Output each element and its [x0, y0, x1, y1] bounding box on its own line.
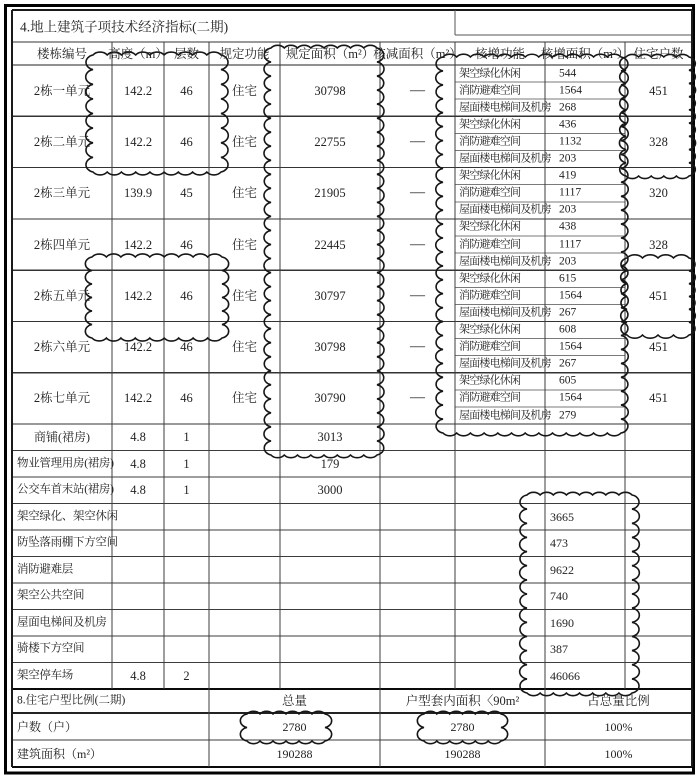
area-value: 30798 — [314, 83, 346, 98]
addition-name: 消防避难空间 — [459, 340, 521, 353]
addition-name: 架空绿化休闲 — [459, 169, 521, 182]
building-name: 2栋三单元 — [33, 186, 91, 200]
deduction-dash: — — [410, 184, 425, 201]
function-value: 住宅 — [231, 186, 258, 200]
households-value: 328 — [649, 237, 668, 252]
addition-value: 438 — [559, 220, 577, 233]
deduction-dash: — — [410, 287, 425, 304]
floors-value: 46 — [180, 83, 193, 98]
row-label: 消防避难层 — [17, 563, 73, 576]
addition-value: 1564 — [559, 83, 582, 96]
column-header: 楼栋编号 — [36, 46, 88, 61]
addition-name: 架空绿化休闲 — [459, 118, 521, 131]
column-header: 住宅户数 — [633, 46, 684, 61]
area-value: 30798 — [314, 339, 346, 354]
addition-value: 1564 — [559, 391, 582, 404]
households-value: 320 — [649, 186, 668, 200]
addition-name: 消防避难空间 — [459, 84, 521, 97]
table-title: 4.地上建筑子项技术经济指标(二期) — [20, 19, 229, 35]
function-value: 住宅 — [231, 237, 258, 252]
added-area-value: 387 — [550, 642, 568, 657]
floors-value: 46 — [180, 288, 193, 303]
added-area-value: 740 — [550, 589, 568, 604]
height-value: 142.2 — [123, 288, 153, 303]
area-value: 22755 — [314, 134, 346, 149]
floors-value: 46 — [180, 134, 193, 149]
area-value: 30790 — [314, 391, 346, 406]
added-area-value: 473 — [550, 536, 568, 551]
addition-name: 架空绿化休闲 — [459, 67, 521, 80]
added-area-value: 3665 — [550, 509, 574, 524]
addition-name: 架空绿化休闲 — [459, 220, 521, 233]
added-area-value: 9622 — [550, 562, 574, 577]
addition-name: 屋面楼电梯间及机房 — [459, 255, 551, 268]
height-value: 4.8 — [130, 430, 146, 445]
column-header: 高度（m） — [108, 46, 168, 61]
ratio-value: 100% — [604, 719, 633, 734]
area-value: 3013 — [317, 430, 343, 445]
deduction-dash: — — [410, 338, 425, 355]
column-header: 规定功能 — [219, 46, 270, 61]
addition-value: 1117 — [559, 186, 582, 199]
addition-value: 268 — [559, 101, 577, 113]
addition-name: 架空绿化休闲 — [459, 323, 521, 336]
floors-value: 1 — [183, 456, 190, 471]
revision-cloud — [86, 52, 229, 175]
area-value: 30797 — [314, 288, 346, 303]
column-header: 核增功能 — [474, 46, 526, 61]
addition-value: 203 — [559, 203, 577, 216]
area-value: 22445 — [314, 237, 346, 252]
addition-value: 267 — [559, 357, 577, 370]
total-value: 190288 — [276, 746, 313, 761]
under90-value: 190288 — [444, 746, 481, 761]
under90-value: 2780 — [450, 719, 475, 734]
function-value: 住宅 — [231, 391, 258, 406]
height-value: 142.2 — [123, 83, 153, 98]
addition-value: 1564 — [559, 340, 582, 353]
addition-value: 267 — [559, 306, 577, 319]
area-value: 179 — [320, 456, 340, 471]
total-value: 2780 — [282, 719, 307, 734]
addition-name: 架空绿化休闲 — [459, 374, 521, 387]
height-value: 4.8 — [130, 456, 146, 471]
addition-value: 279 — [559, 408, 577, 421]
column-header: 核增面积（m²） — [540, 46, 630, 61]
households-value: 451 — [649, 391, 668, 406]
function-value: 住宅 — [231, 288, 258, 303]
addition-name: 屋面楼电梯间及机房 — [459, 203, 551, 216]
area-value: 3000 — [317, 483, 343, 498]
addition-name: 消防避难空间 — [459, 289, 521, 302]
function-value: 住宅 — [231, 83, 258, 98]
floors-value: 2 — [183, 668, 190, 683]
addition-name: 消防避难空间 — [459, 391, 521, 404]
addition-value: 544 — [559, 66, 577, 79]
addition-name: 屋面楼电梯间及机房 — [459, 152, 551, 165]
row-label: 屋面电梯间及机房 — [17, 616, 107, 629]
addition-value: 1132 — [559, 135, 582, 148]
addition-name: 架空绿化休闲 — [459, 272, 521, 285]
households-value: 451 — [649, 339, 668, 354]
floors-value: 46 — [180, 237, 193, 252]
deduction-dash: — — [410, 236, 425, 253]
addition-value: 436 — [559, 118, 577, 131]
floors-value: 1 — [183, 483, 190, 498]
addition-value: 419 — [559, 169, 577, 182]
addition-name: 屋面楼电梯间及机房 — [459, 357, 551, 370]
deduction-dash: — — [410, 133, 425, 150]
building-name: 2栋七单元 — [33, 391, 91, 406]
deduction-dash: — — [410, 82, 425, 99]
section8-header: 总量 — [281, 693, 308, 708]
ratio-value: 100% — [604, 746, 633, 761]
floors-value: 45 — [180, 186, 193, 200]
floors-value: 46 — [180, 339, 193, 354]
row-label: 防坠落雨棚下方空间 — [17, 536, 118, 549]
addition-name: 屋面楼电梯间及机房 — [459, 101, 551, 114]
addition-value: 1564 — [559, 289, 582, 302]
height-value: 142.2 — [123, 134, 153, 149]
section8-title: 8.住宅户型比例(二期) — [17, 694, 126, 707]
section8-header: 占总量比例 — [587, 693, 650, 708]
deduction-dash: — — [410, 389, 425, 406]
row-label: 架空公共空间 — [17, 589, 85, 602]
height-value: 139.9 — [123, 186, 153, 200]
building-name: 2栋四单元 — [33, 237, 91, 252]
function-value: 住宅 — [231, 134, 258, 149]
function-value: 住宅 — [231, 339, 258, 354]
floors-value: 46 — [180, 391, 193, 406]
addition-name: 消防避难空间 — [459, 135, 521, 148]
households-value: 451 — [649, 83, 668, 98]
column-header: 核减面积（m²） — [373, 46, 462, 61]
added-area-value: 46066 — [550, 668, 580, 683]
row-label: 架空停车场 — [17, 669, 73, 682]
row-label: 物业管理用房(裙房) — [17, 457, 114, 470]
building-name: 2栋二单元 — [33, 134, 91, 149]
revision-cloud — [85, 254, 228, 341]
building-name: 2栋一单元 — [33, 83, 91, 98]
section8-header: 户型套内面积〈90m² — [405, 693, 520, 708]
addition-value: 203 — [559, 254, 577, 267]
households-value: 328 — [649, 134, 668, 149]
row-label: 公交车首末站(裙房) — [17, 483, 114, 496]
addition-value: 203 — [559, 152, 577, 165]
addition-name: 屋面楼电梯间及机房 — [459, 409, 551, 422]
floors-value: 1 — [183, 430, 190, 445]
height-value: 142.2 — [123, 237, 153, 252]
row-label: 骑楼下方空间 — [17, 642, 85, 655]
column-header: 规定面积（m²） — [285, 46, 375, 61]
households-value: 451 — [649, 288, 668, 303]
row-label: 商铺(裙房) — [34, 430, 90, 445]
addition-value: 1117 — [559, 237, 582, 250]
section8-row-label: 户数（户） — [17, 719, 78, 734]
row-label: 架空绿化、架空休闲 — [17, 510, 118, 523]
height-value: 142.2 — [123, 391, 153, 406]
section8-row-label: 建筑面积（m²） — [17, 746, 102, 761]
area-value: 21905 — [314, 186, 346, 200]
height-value: 142.2 — [123, 339, 153, 354]
building-name: 2栋六单元 — [33, 339, 91, 354]
addition-value: 605 — [559, 374, 577, 387]
addition-value: 615 — [559, 272, 577, 284]
sheet-border — [6, 6, 694, 774]
height-value: 4.8 — [130, 668, 146, 683]
addition-name: 屋面楼电梯间及机房 — [459, 306, 551, 319]
revision-cloud — [520, 492, 640, 695]
addition-name: 消防避难空间 — [459, 186, 521, 199]
addition-value: 608 — [559, 323, 577, 336]
added-area-value: 1690 — [550, 615, 574, 630]
height-value: 4.8 — [130, 483, 146, 498]
column-header: 层数 — [173, 46, 200, 61]
building-name: 2栋五单元 — [33, 288, 91, 303]
addition-name: 消防避难空间 — [459, 238, 521, 251]
